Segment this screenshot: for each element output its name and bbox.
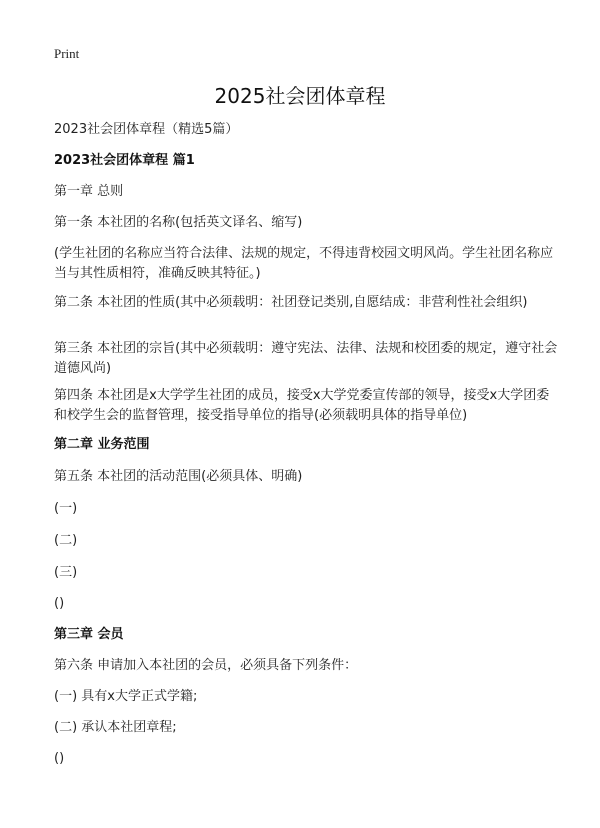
- article-1-note: (学生社团的名称应当符合法律、法规的规定，不得违背校园文明风尚。学生社团名称应当与其性质相符，准确反映其特征。): [54, 246, 554, 281]
- article-6: 第六条 申请加入本社团的会员，必须具备下列条件：: [54, 658, 358, 673]
- section-heading: 2023社会团体章程 篇1: [54, 153, 195, 168]
- article-1: 第一条 本社团的名称(包括英文译名、缩写): [54, 215, 303, 230]
- list-item: (): [54, 751, 65, 766]
- article-4: 第四条 本社团是x大学学生社团的成员，接受x大学党委宣传部的领导，接受x大学团委和校学生会的监督管理，接受指导单位的指导(必须载明具体的指导单位): [54, 388, 550, 423]
- chapter-1-heading: 第一章 总则: [54, 184, 124, 199]
- list-item: (一): [54, 501, 78, 516]
- document-title: 2025社会团体章程: [214, 84, 386, 108]
- article-2: 第二条 本社团的性质(其中必须载明：社团登记类别,自愿结成：非营利性社会组织): [54, 295, 528, 310]
- list-item: (二) 承认本社团章程;: [54, 720, 177, 735]
- document-subtitle: 2023社会团体章程（精选5篇）: [54, 122, 239, 137]
- list-item: (一) 具有x大学正式学籍;: [54, 689, 198, 704]
- chapter-2-heading: 第二章 业务范围: [54, 437, 150, 452]
- print-label: Print: [54, 46, 80, 61]
- article-5: 第五条 本社团的活动范围(必须具体、明确): [54, 469, 303, 484]
- article-3: 第三条 本社团的宗旨(其中必须载明：遵守宪法、法律、法规和校团委的规定，遵守社会道德风尚): [54, 341, 558, 376]
- chapter-3-heading: 第三章 会员: [54, 627, 124, 642]
- list-item: (二): [54, 533, 78, 548]
- list-item: (): [54, 596, 65, 611]
- list-item: (三): [54, 565, 78, 580]
